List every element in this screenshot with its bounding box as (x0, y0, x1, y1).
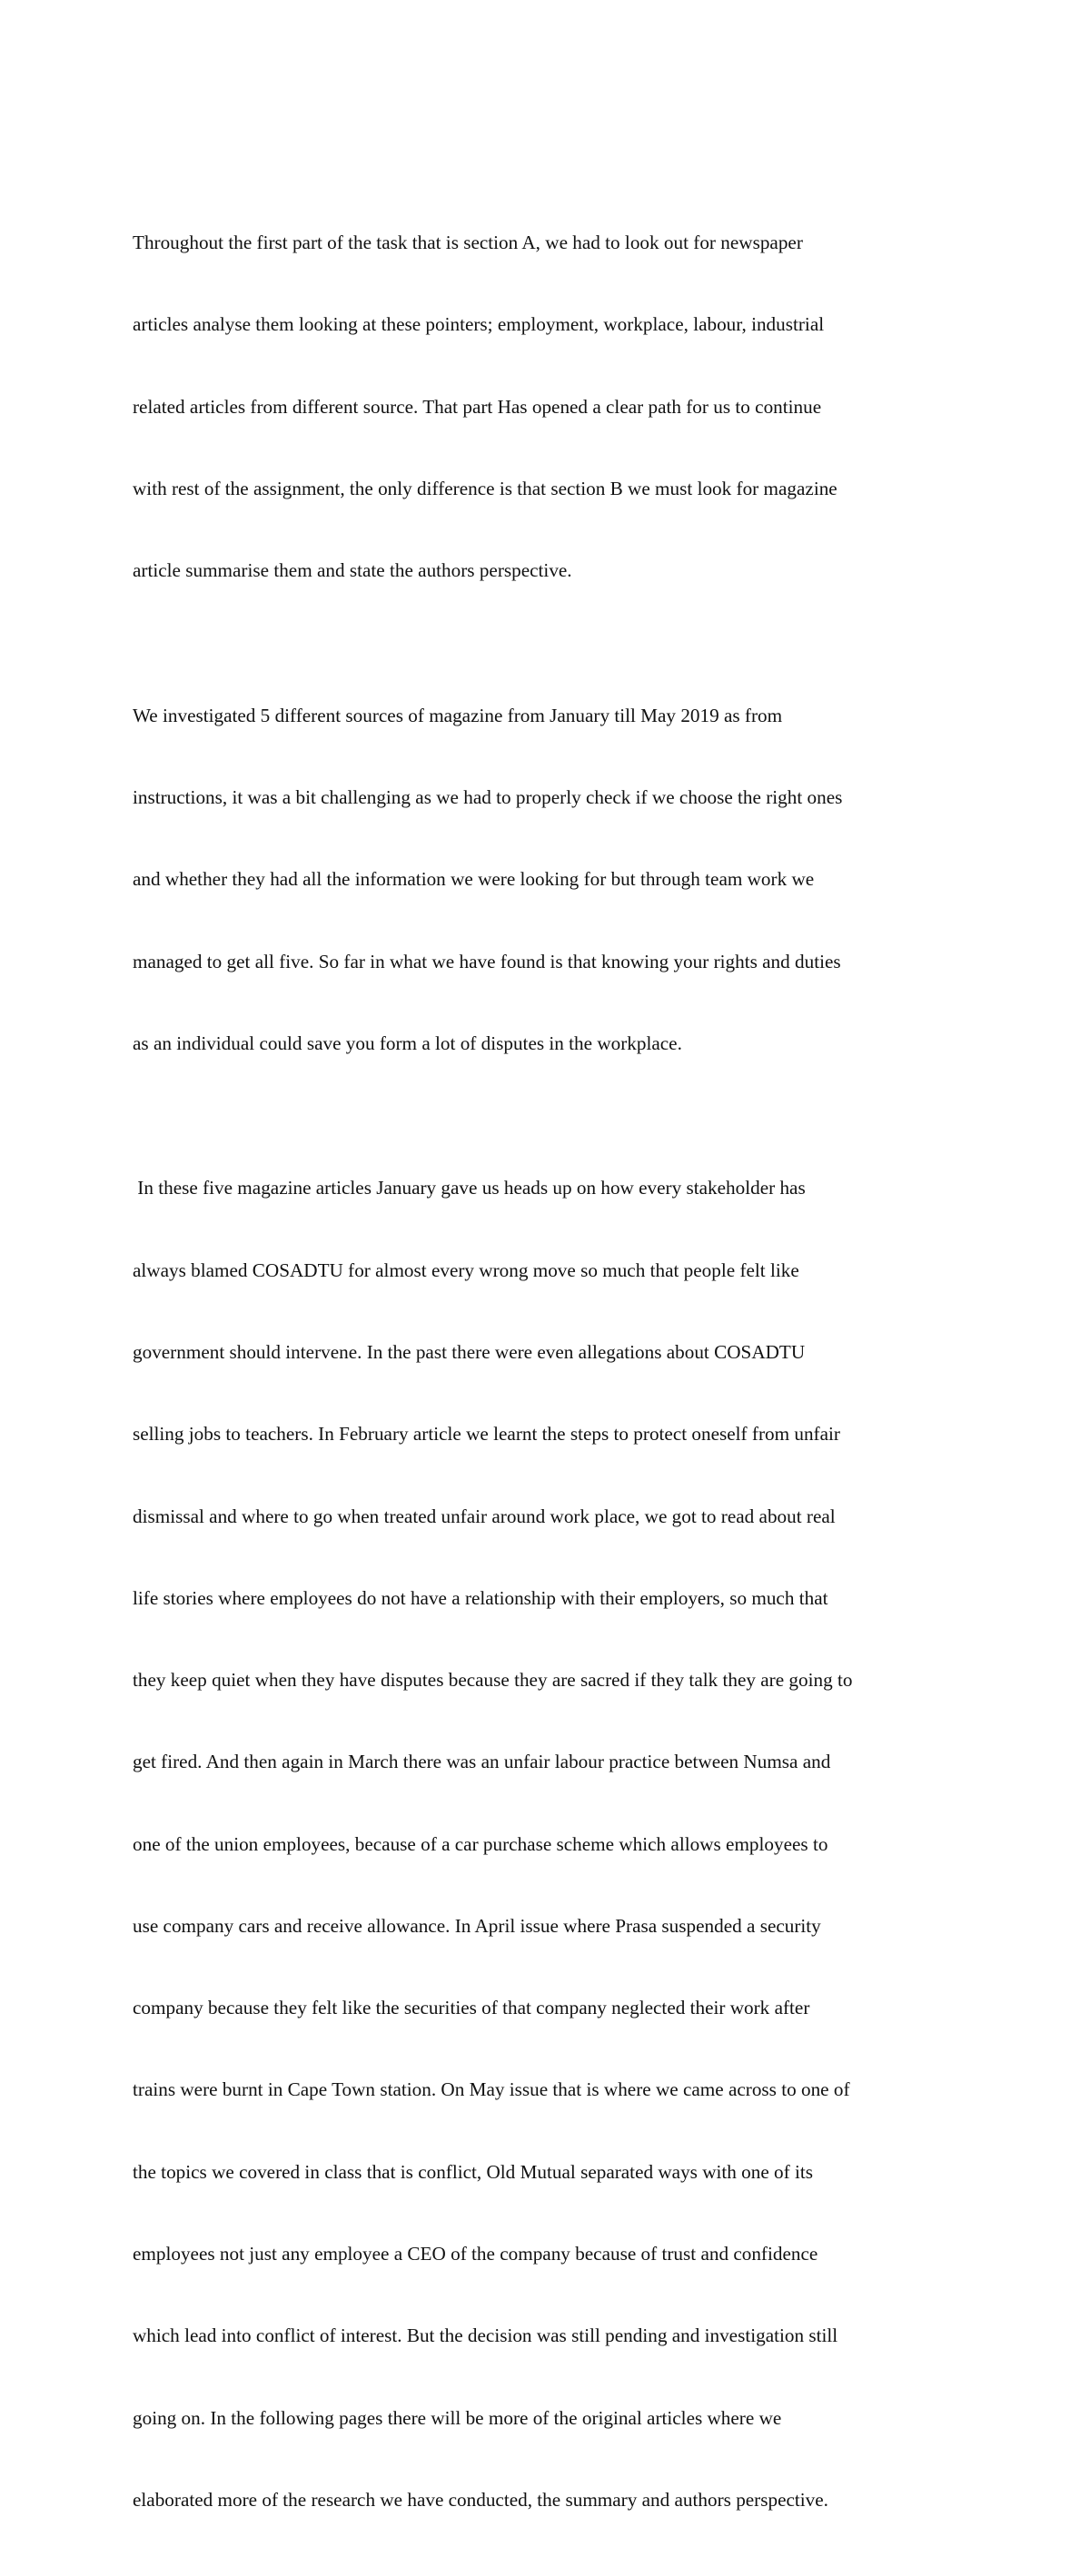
text-line: Throughout the first part of the task that is section A, we had to look out for newspaper (133, 232, 803, 254)
paragraph-3 (133, 1120, 968, 2568)
text-line: articles analyse them looking at these pointers; employment, workplace, labour, industrial (133, 313, 825, 336)
text-line: going on. In the following pages there will be more of the original articles where we (133, 2406, 782, 2429)
text-line: always blamed COSADTU for almost every wrong move so much that people felt like (133, 1258, 799, 1281)
text-line: use company cars and receive allowance. In April issue where Prasa suspended a security (133, 1914, 821, 1937)
text-line: the topics we covered in class that is conflict, Old Mutual separated ways with one of its (133, 2160, 814, 2183)
text-line: article summarise them and state the authors perspective. (133, 559, 572, 582)
text-line: elaborated more of the research we have conducted, the summary and authors perspective. (133, 2488, 828, 2511)
text-line: with rest of the assignment, the only difference is that section B we must look for magazine (133, 478, 837, 500)
text-line: selling jobs to teachers. In February article we learnt the steps to protect oneself from unfair (133, 1423, 840, 1446)
text-line: company because they felt like the securities of that company neglected their work after (133, 1997, 810, 2019)
text-line: which lead into conflict of interest. But the decision was still pending and investigation still (133, 2324, 838, 2347)
text-line: trains were burnt in Cape Town station. On May issue that is where we came across to one of (133, 2078, 850, 2101)
text-line: In these five magazine articles January gave us heads up on how every stakeholder has (133, 1177, 806, 1199)
text-line: instructions, it was a bit challenging as we had to properly check if we choose the right ones (133, 786, 843, 809)
text-line: employees not just any employee a CEO of the company because of trust and confidence (133, 2243, 818, 2265)
text-line: and whether they had all the information we were looking for but through team work we (133, 868, 815, 891)
text-line: as an individual could save you form a lot of disputes in the workplace. (133, 1031, 682, 1054)
text-line: managed to get all five. So far in what we have found is that knowing your rights and duties (133, 950, 841, 972)
text-line: We investigated 5 different sources of magazine from January till May 2019 as from (133, 704, 783, 726)
text-line: one of the union employees, because of a car purchase scheme which allows employees to (133, 1832, 828, 1855)
text-line: they keep quiet when they have disputes because they are sacred if they talk they are going to (133, 1669, 853, 1692)
text-line: life stories where employees do not have a relationship with their employers, so much that (133, 1586, 828, 1609)
paragraph-2 (133, 647, 968, 1112)
text-line: related articles from different source. That part Has opened a clear path for us to continue (133, 395, 822, 418)
text-line: government should intervene. In the past there were even allegations about COSADTU (133, 1340, 806, 1363)
text-line: get fired. And then again in March there was an unfair labour practice between Numsa and (133, 1751, 831, 1773)
text-line: dismissal and where to go when treated unfair around work place, we got to read about real (133, 1505, 836, 1527)
document-body (133, 174, 968, 2576)
paragraph-1 (133, 174, 968, 639)
